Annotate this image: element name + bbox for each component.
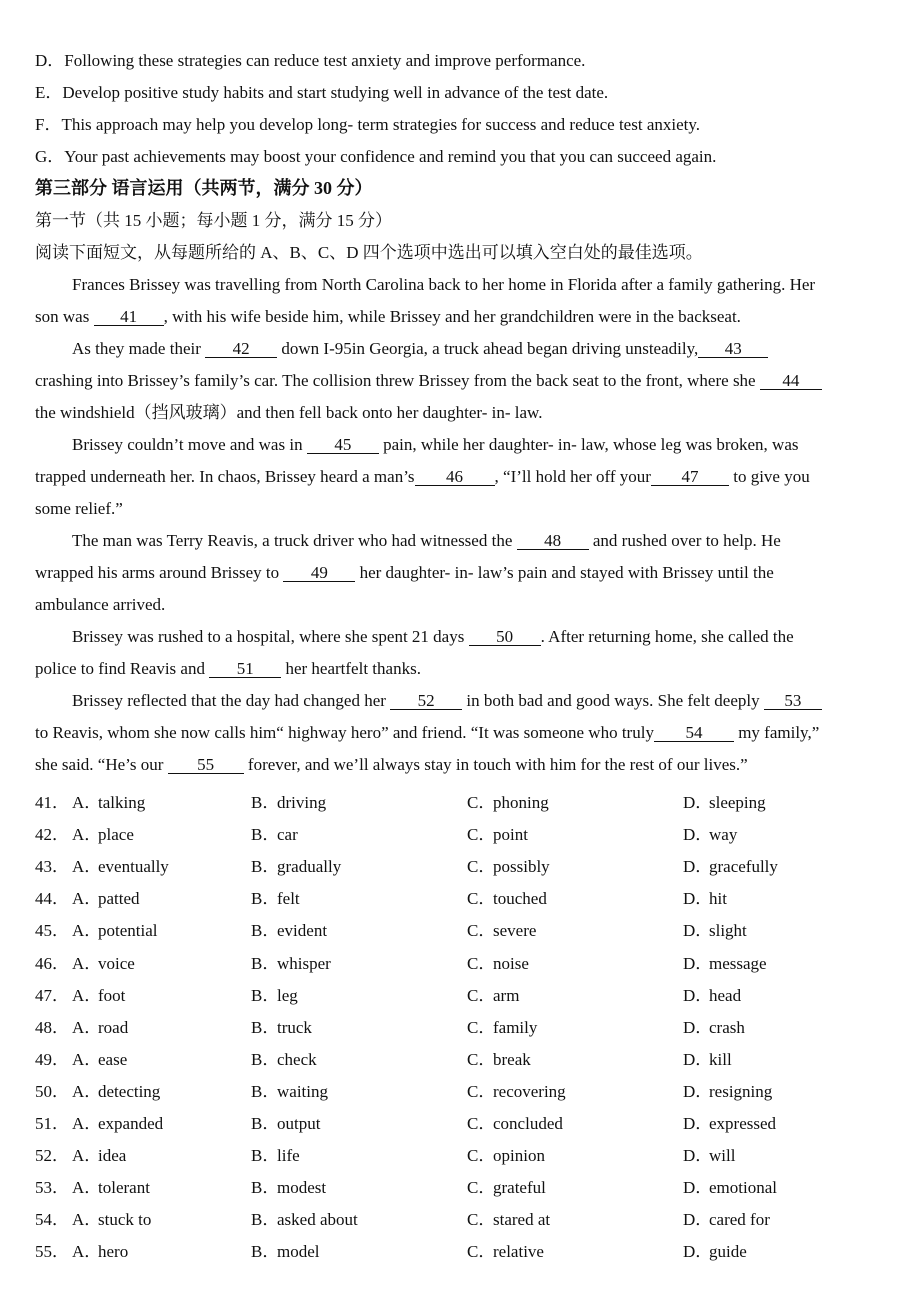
choice-letter: D． — [683, 1242, 713, 1262]
choice-b — [251, 1205, 358, 1230]
choice-text: potential — [98, 921, 158, 941]
choice-letter: D． — [683, 793, 713, 812]
question-number: 49． — [35, 1049, 69, 1069]
blank-43: 43 — [698, 340, 768, 358]
passage-line — [35, 467, 810, 487]
choice-letter: C． — [467, 953, 496, 973]
choice-text: relative — [493, 1242, 544, 1262]
choice-text: voice — [98, 953, 135, 973]
choice-text: severe — [493, 921, 537, 941]
choice-text: waiting — [277, 1081, 328, 1101]
choice-text: detecting — [98, 1081, 161, 1101]
choice-letter: C． — [467, 1242, 496, 1262]
choice-text: expanded — [98, 1114, 164, 1133]
choice-text: concluded — [493, 1114, 563, 1133]
choice-a — [72, 852, 169, 877]
question-number: 51． — [35, 1114, 69, 1133]
choice-d — [683, 820, 737, 845]
choice-text: stared at — [493, 1210, 551, 1230]
choice-text: whisper — [277, 953, 331, 973]
choice-a — [72, 1205, 151, 1230]
option-d-text: D．Following these strategies can reduce test anxiety and improve performance. — [35, 51, 586, 70]
choice-a — [72, 981, 125, 1006]
question-number: 48． — [35, 1017, 69, 1037]
choice-text: message — [709, 953, 767, 973]
choice-letter: A． — [72, 985, 102, 1005]
question-number: 46． — [35, 953, 69, 973]
choice-a — [72, 1013, 128, 1038]
question-number: 55． — [35, 1242, 69, 1262]
choice-letter: C． — [467, 1210, 496, 1230]
choice-letter: B． — [251, 793, 280, 812]
choice-c — [467, 1237, 544, 1262]
text-span: trapped underneath her. In chaos, Brissey heard a man’s — [35, 467, 415, 486]
choice-letter: B． — [251, 985, 280, 1005]
choice-text: point — [493, 825, 528, 845]
choice-letter: B． — [251, 1146, 280, 1166]
choice-letter: C． — [467, 1146, 496, 1166]
text-span: she said. “He’s our — [35, 755, 168, 774]
choice-letter: A． — [72, 1017, 102, 1037]
choice-b — [251, 949, 331, 974]
choice-text: patted — [98, 889, 140, 909]
passage-line — [35, 563, 774, 583]
text-span: to give you — [728, 467, 810, 486]
choice-letter: D． — [683, 921, 713, 941]
choice-d — [683, 1205, 770, 1230]
choice-letter: B． — [251, 1017, 280, 1037]
question-number: 45． — [35, 921, 69, 941]
passage-line: the windshield（挡风玻璃）and then fell back onto her daughter- in- law. — [35, 403, 543, 422]
question-number: 53． — [35, 1178, 69, 1198]
passage-line: ambulance arrived. — [35, 595, 166, 614]
choice-b — [251, 981, 298, 1006]
choice-c — [467, 820, 528, 845]
text-span: , with his wife beside him, while Brissey and her grandchildren were in the backseat. — [163, 307, 741, 326]
choice-text: opinion — [493, 1146, 545, 1166]
section-title: 第三部分 语言运用（共两节，满分 30 分） — [35, 178, 373, 198]
choice-d — [683, 1109, 776, 1134]
choice-letter: C． — [467, 1049, 496, 1069]
text-span: wrapped his arms around Brissey to — [35, 563, 284, 582]
choice-text: break — [493, 1049, 531, 1069]
choice-letter: C． — [467, 985, 496, 1005]
question-number: 52． — [35, 1146, 69, 1166]
choice-a — [72, 820, 134, 845]
text-span: Brissey couldn’t move and was in — [72, 435, 307, 454]
choice-text: hero — [98, 1242, 129, 1262]
blank-52: 52 — [390, 692, 462, 710]
text-span: my family,” — [733, 723, 820, 742]
choice-b — [251, 1141, 300, 1166]
choice-letter: A． — [72, 889, 102, 909]
choice-c — [467, 1141, 545, 1166]
choice-d — [683, 1077, 772, 1102]
passage-line — [72, 339, 768, 359]
choice-b — [251, 852, 341, 877]
choice-letter: A． — [72, 953, 102, 973]
passage-line — [72, 531, 781, 551]
choice-a — [72, 1173, 150, 1198]
text-span: Brissey reflected that the day had changed her — [72, 691, 391, 710]
passage-line — [35, 371, 822, 391]
passage-line — [72, 435, 798, 455]
choice-c — [467, 916, 536, 941]
choice-text: crash — [709, 1017, 745, 1037]
text-span: police to find Reavis and — [35, 659, 210, 678]
choice-letter: D． — [683, 889, 713, 909]
choice-text: emotional — [709, 1178, 777, 1198]
choice-d — [683, 1013, 745, 1038]
choice-b — [251, 1077, 328, 1102]
option-f-text: F．This approach may help you develop long- term strategies for success and reduce test anxiety. — [35, 115, 701, 134]
choice-a — [72, 788, 145, 813]
choice-letter: B． — [251, 857, 280, 877]
text-span: As they made their — [72, 339, 206, 358]
choice-c — [467, 788, 549, 813]
question-number: 43． — [35, 857, 69, 877]
choice-b — [251, 916, 327, 941]
choice-text: eventually — [98, 857, 169, 877]
choice-text: idea — [98, 1146, 127, 1166]
choice-letter: B． — [251, 1242, 280, 1262]
choice-letter: D． — [683, 1210, 713, 1230]
choice-letter: C． — [467, 857, 496, 877]
choice-text: model — [277, 1242, 320, 1262]
choice-letter: C． — [467, 1017, 496, 1037]
choice-d — [683, 949, 767, 974]
choice-text: place — [98, 825, 134, 845]
choice-letter: A． — [72, 1114, 102, 1133]
choice-letter: A． — [72, 1146, 102, 1166]
choice-text: guide — [709, 1242, 747, 1262]
choice-a — [72, 1141, 126, 1166]
text-span: down I-95in Georgia, a truck ahead began driving unsteadily, — [277, 339, 699, 358]
passage-line — [72, 627, 794, 647]
choice-letter: D． — [683, 1081, 713, 1101]
choice-letter: B． — [251, 921, 280, 941]
text-span: crashing into Brissey’s family’s car. The collision threw Brissey from the back seat to the front, where she — [35, 371, 760, 390]
choice-d — [683, 788, 766, 813]
choice-text: will — [709, 1146, 736, 1166]
blank-54: 54 — [654, 724, 734, 742]
choice-a — [72, 1237, 128, 1262]
choice-letter: B． — [251, 825, 280, 845]
choice-text: road — [98, 1017, 129, 1037]
choice-a — [72, 1109, 163, 1134]
choice-letter: B． — [251, 1210, 280, 1230]
choice-letter: D． — [683, 1114, 713, 1133]
choice-letter: D． — [683, 985, 713, 1005]
text-span: pain, while her daughter- in- law, whose leg was broken, was — [378, 435, 799, 454]
text-span: forever, and we’ll always stay in touch with him for the rest of our lives.” — [243, 755, 748, 774]
choice-letter: D． — [683, 1017, 713, 1037]
choice-text: resigning — [709, 1081, 773, 1101]
choice-letter: B． — [251, 1178, 280, 1198]
choice-a — [72, 1077, 160, 1102]
choice-letter: B． — [251, 1081, 280, 1101]
choice-d — [683, 1045, 732, 1070]
passage-line: some relief.” — [35, 499, 123, 518]
choice-letter: A． — [72, 857, 102, 877]
choice-b — [251, 820, 298, 845]
choice-text: asked about — [277, 1210, 358, 1230]
choice-c — [467, 1109, 563, 1134]
choice-letter: C． — [467, 825, 496, 845]
choice-text: recovering — [493, 1081, 566, 1101]
question-number: 47． — [35, 985, 69, 1005]
blank-46: 46 — [415, 468, 495, 486]
choice-c — [467, 1173, 546, 1198]
choice-text: talking — [98, 793, 146, 812]
choice-text: gradually — [277, 857, 342, 877]
choice-text: grateful — [493, 1178, 546, 1198]
choice-letter: A． — [72, 825, 102, 845]
choice-text: felt — [277, 889, 300, 909]
choice-c — [467, 1013, 537, 1038]
choice-c — [467, 1077, 566, 1102]
choice-letter: A． — [72, 1081, 102, 1101]
blank-55: 55 — [168, 756, 244, 774]
choice-text: output — [277, 1114, 321, 1133]
choice-a — [72, 1045, 127, 1070]
choice-text: car — [277, 825, 298, 845]
option-g-text: G．Your past achievements may boost your confidence and remind you that you can succeed again. — [35, 147, 717, 166]
question-number: 41． — [35, 793, 69, 812]
choice-letter: D． — [683, 953, 713, 973]
passage-line: Frances Brissey was travelling from North Carolina back to her home in Florida after a family gathering. Her — [72, 275, 816, 294]
choice-b — [251, 1237, 320, 1262]
choice-text: noise — [493, 953, 529, 973]
choice-letter: A． — [72, 1242, 102, 1262]
choice-b — [251, 1045, 317, 1070]
choice-letter: B． — [251, 889, 280, 909]
choice-text: evident — [277, 921, 328, 941]
choice-letter: A． — [72, 1049, 102, 1069]
choice-text: check — [277, 1049, 317, 1069]
choice-text: foot — [98, 985, 126, 1005]
choice-letter: A． — [72, 1210, 102, 1230]
text-span: in both bad and good ways. She felt deeply — [462, 691, 764, 710]
choice-text: ease — [98, 1049, 128, 1069]
passage-line — [35, 755, 748, 775]
choice-letter: D． — [683, 1178, 713, 1198]
choice-c — [467, 1045, 531, 1070]
choice-b — [251, 1013, 312, 1038]
blank-45: 45 — [307, 436, 379, 454]
choice-text: hit — [709, 889, 727, 909]
choice-text: head — [709, 985, 742, 1005]
question-number: 42． — [35, 825, 69, 845]
passage-line — [35, 307, 741, 327]
choice-d — [683, 981, 741, 1006]
text-span: her heartfelt thanks. — [281, 659, 421, 678]
choice-letter: D． — [683, 1049, 713, 1069]
choice-b — [251, 788, 326, 813]
choice-text: stuck to — [98, 1210, 152, 1230]
choice-text: expressed — [709, 1114, 777, 1133]
text-span: her daughter- in- law’s pain and stayed with Brissey until the — [355, 563, 774, 582]
text-span: to Reavis, whom she now calls him“ highway hero” and friend. “It was someone who truly — [35, 723, 654, 742]
choice-d — [683, 916, 747, 941]
choice-text: leg — [277, 985, 298, 1005]
blank-41: 41 — [94, 308, 164, 326]
choice-letter: D． — [683, 825, 713, 845]
choice-a — [72, 916, 157, 941]
choice-d — [683, 852, 778, 877]
text-span: , “I’ll hold her off your — [494, 467, 651, 486]
text-span: . After returning home, she called the — [540, 627, 794, 646]
option-e-text: E．Develop positive study habits and start studying well in advance of the test date. — [35, 83, 609, 102]
choice-b — [251, 884, 300, 909]
choice-letter: C． — [467, 1178, 496, 1198]
blank-47: 47 — [651, 468, 729, 486]
choice-d — [683, 884, 727, 909]
choice-letter: B． — [251, 1114, 280, 1133]
blank-50: 50 — [469, 628, 541, 646]
text-span: Brissey was rushed to a hospital, where she spent 21 days — [72, 627, 469, 646]
choice-text: family — [493, 1017, 538, 1037]
choice-b — [251, 1109, 320, 1134]
choice-d — [683, 1237, 747, 1262]
passage-line — [72, 691, 822, 711]
choice-text: life — [277, 1146, 300, 1166]
blank-44: 44 — [760, 372, 822, 390]
choice-letter: A． — [72, 793, 102, 812]
blank-51: 51 — [209, 660, 281, 678]
choice-text: slight — [709, 921, 747, 941]
passage-line — [35, 659, 421, 679]
section-subtitle: 第一节（共 15 小题；每小题 1 分，满分 15 分） — [35, 211, 392, 230]
text-span: and rushed over to help. He — [588, 531, 781, 550]
question-number: 44． — [35, 889, 69, 909]
choice-text: arm — [493, 985, 520, 1005]
choice-c — [467, 981, 519, 1006]
choice-a — [72, 884, 140, 909]
passage-line — [35, 723, 819, 743]
choice-text: kill — [709, 1049, 732, 1069]
choice-text: modest — [277, 1178, 327, 1198]
choice-text: tolerant — [98, 1178, 150, 1198]
blank-42: 42 — [205, 340, 277, 358]
choice-letter: A． — [72, 1178, 102, 1198]
choice-text: possibly — [493, 857, 550, 877]
choice-letter: B． — [251, 1049, 280, 1069]
choice-letter: D． — [683, 857, 713, 877]
blank-49: 49 — [283, 564, 355, 582]
choice-text: way — [709, 825, 738, 845]
choice-c — [467, 884, 547, 909]
choice-letter: C． — [467, 1081, 496, 1101]
section-instruction: 阅读下面短文，从每题所给的 A、B、C、D 四个选项中选出可以填入空白处的最佳选项。 — [35, 243, 703, 262]
choice-letter: D． — [683, 1146, 713, 1166]
choice-text: truck — [277, 1017, 312, 1037]
choice-text: phoning — [493, 793, 549, 812]
text-span: The man was Terry Reavis, a truck driver who had witnessed the — [72, 531, 517, 550]
choice-text: touched — [493, 889, 547, 909]
choice-letter: C． — [467, 793, 496, 812]
text-span: son was — [35, 307, 94, 326]
blank-48: 48 — [517, 532, 589, 550]
choice-letter: B． — [251, 953, 280, 973]
choice-letter: C． — [467, 889, 496, 909]
choice-c — [467, 949, 529, 974]
choice-text: sleeping — [709, 793, 766, 812]
choice-text: driving — [277, 793, 327, 812]
question-number: 50． — [35, 1081, 69, 1101]
blank-53: 53 — [764, 692, 822, 710]
choice-a — [72, 949, 135, 974]
choice-text: cared for — [709, 1210, 770, 1230]
choice-letter: C． — [467, 921, 496, 941]
choice-c — [467, 1205, 550, 1230]
choice-d — [683, 1173, 777, 1198]
choice-letter: A． — [72, 921, 102, 941]
choice-b — [251, 1173, 326, 1198]
choice-letter: C． — [467, 1114, 496, 1133]
choice-text: gracefully — [709, 857, 778, 877]
choice-d — [683, 1141, 735, 1166]
question-number: 54． — [35, 1210, 69, 1230]
choice-c — [467, 852, 550, 877]
